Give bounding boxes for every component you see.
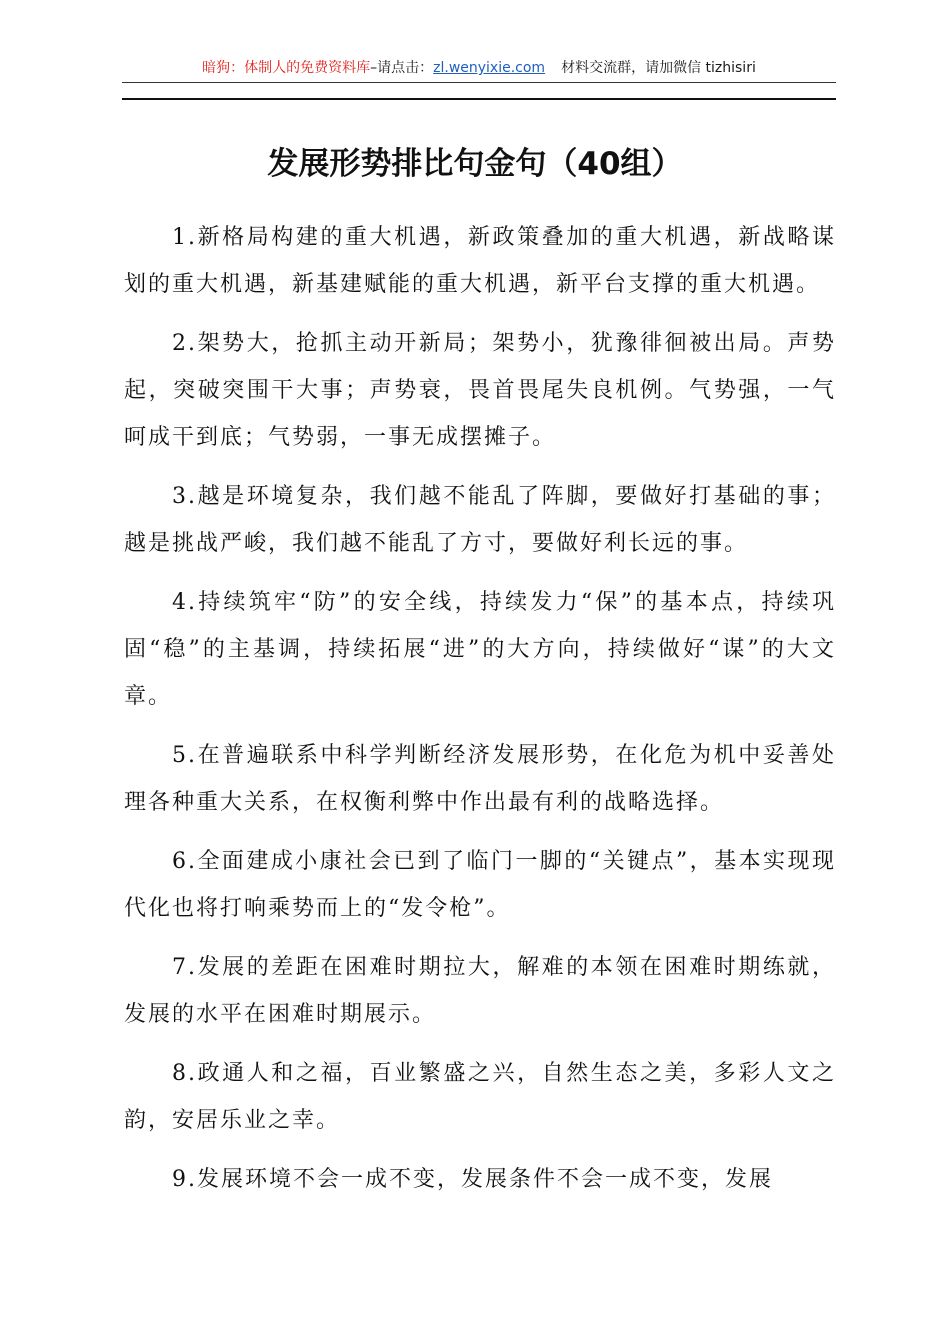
paragraph: 6.全面建成小康社会已到了临门一脚的“关键点”，基本实现现代化也将打响乘势而上的“发令枪”。 xyxy=(124,849,836,921)
paragraph: 7.发展的差距在困难时期拉大，解难的本领在困难时期练就，发展的水平在困难时期展示。 xyxy=(124,955,836,1027)
header-group-note: 材料交流群，请加微信 tizhisiri xyxy=(561,60,756,76)
paragraph: 3.越是环境复杂，我们越不能乱了阵脚，要做好打基础的事；越是挑战严峻，我们越不能乱了方寸，要做好利长远的事。 xyxy=(124,484,836,556)
paragraph: 2.架势大，抢抓主动开新局；架势小，犹豫徘徊被出局。声势起，突破突围干大事；声势衰，畏首畏尾失良机例。气势强，一气呵成干到底；气势弱，一事无成摆摊子。 xyxy=(124,331,836,450)
paragraph: 4.持续筑牢“防”的安全线，持续发力“保”的基本点，持续巩固“稳”的主基调，持续拓展“进”的大方向，持续做好“谋”的大文章。 xyxy=(124,590,836,709)
header-prompt: –请点击： xyxy=(370,60,434,76)
header-link[interactable]: zl.wenyixie.com xyxy=(433,60,546,76)
header-divider-thick xyxy=(122,98,836,100)
header-brand: 暗狗：体制人的免费资料库 xyxy=(202,60,371,76)
paragraph: 1.新格局构建的重大机遇，新政策叠加的重大机遇，新战略谋划的重大机遇，新基建赋能的重大机遇，新平台支撑的重大机遇。 xyxy=(124,225,836,297)
header-divider-thin xyxy=(122,82,836,83)
paragraph: 8.政通人和之福，百业繁盛之兴，自然生态之美，多彩人文之韵，安居乐业之幸。 xyxy=(124,1061,836,1133)
page-header xyxy=(122,58,836,78)
paragraph: 5.在普遍联系中科学判断经济发展形势，在化危为机中妥善处理各种重大关系，在权衡利弊中作出最有利的战略选择。 xyxy=(124,743,836,815)
document-title: 发展形势排比句金句（40组） xyxy=(267,146,683,182)
document-body xyxy=(124,214,836,1203)
paragraph: 9.发展环境不会一成不变，发展条件不会一成不变，发展 xyxy=(172,1167,773,1192)
